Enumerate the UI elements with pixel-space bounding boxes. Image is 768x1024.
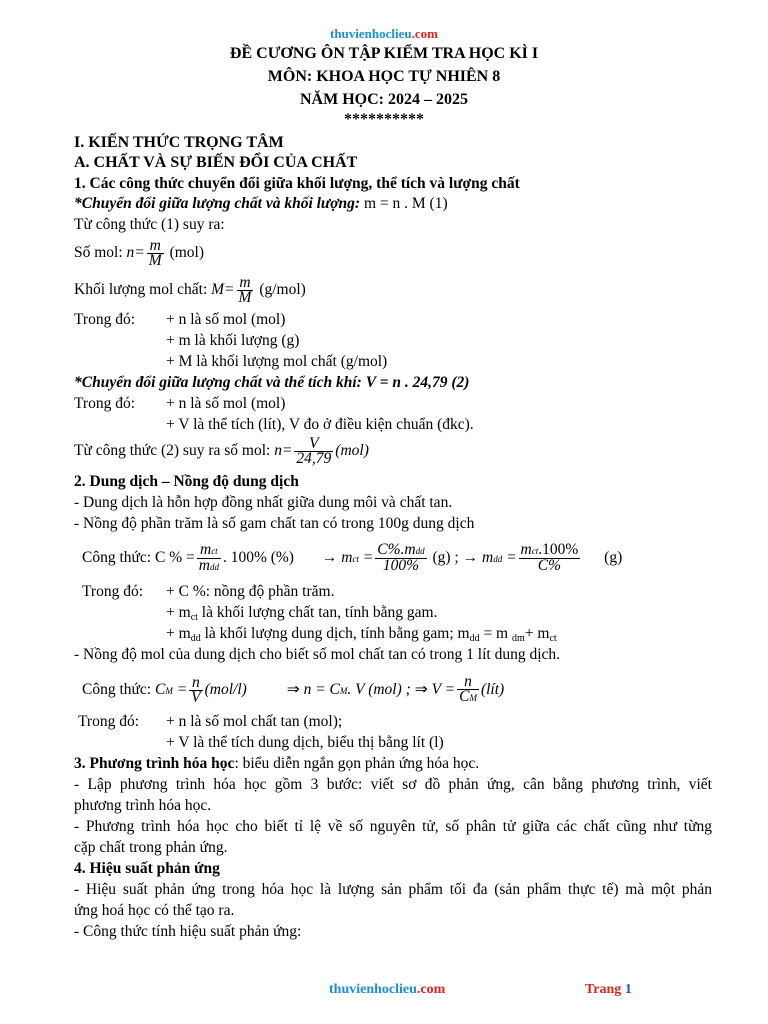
- definition-label: Trong đó:: [74, 311, 136, 328]
- paragraph-line: phương trình hóa học.: [74, 797, 212, 814]
- percent-formula: Công thức: C % = $\frac{\text{mct}}{\text{mdd}}$ . 100% (%) → mct = $\frac{\text{C\%.mdd}}{100\%}$ (g) ; → mdd = $\frac{\text{mct.100\%}}{C\%}$ (g): [82, 540, 623, 575]
- subsection-heading: A. CHẤT VÀ SỰ BIẾN ĐỔI CỦA CHẤT: [74, 154, 358, 171]
- definition-item: + n là số mol chất tan (mol);: [166, 713, 343, 730]
- paragraph-line: ứng hoá học có thể tạo ra.: [74, 902, 235, 919]
- text-line: - Nồng độ phần trăm là số gam chất tan có trong 100g dung dịch: [74, 515, 475, 532]
- text-line: Từ công thức (1) suy ra:: [74, 216, 225, 233]
- paragraph-line: cặp chất trong phản ứng.: [74, 839, 228, 856]
- definition-item: + V là thể tích dung dịch, biểu thị bằng lít (l): [166, 734, 444, 751]
- definition-item: + m là khối lượng (g): [166, 332, 300, 349]
- mol-formula: Số mol: n= $\frac{m}{M}$ (mol): [74, 236, 204, 269]
- doc-subject: MÔN: KHOA HỌC TỰ NHIÊN 8: [267, 68, 501, 85]
- watermark-bottom: thuvienhoclieu.com: [329, 982, 446, 997]
- heading-3: 3. Phương trình hóa học: biểu diễn ngắn gọn phản ứng hóa học.: [74, 755, 480, 772]
- doc-year: NĂM HỌC: 2024 – 2025: [300, 91, 468, 108]
- definition-label: Trong đó:: [82, 583, 144, 600]
- formula-1-line: *Chuyển đổi giữa lượng chất và khối lượng: m = n . M (1): [74, 195, 448, 212]
- text-line: - Dung dịch là hỗn hợp đồng nhất giữa dung môi và chất tan.: [74, 494, 453, 511]
- paragraph-line: - Hiệu suất phản ứng trong hóa học là lượng sản phẩm tối đa (sản phẩm thực tế) mà một phản: [74, 881, 712, 898]
- text-line: - Nồng độ mol của dung dịch cho biết số mol chất tan có trong 1 lít dung dịch.: [74, 646, 561, 663]
- doc-title: ĐỀ CƯƠNG ÔN TẬP KIỂM TRA HỌC KÌ I: [229, 45, 539, 62]
- mol-from-gas-formula: Từ công thức (2) suy ra số mol: n= $\frac{V}{24,79}$ (mol): [74, 434, 369, 467]
- page-number: Trang 1: [585, 982, 632, 997]
- molar-mass-formula: Khối lượng mol chất: M= $\frac{m}{M}$ (g/mol): [74, 273, 306, 306]
- section-heading: I. KIẾN THỨC TRỌNG TÂM: [74, 134, 284, 151]
- definition-item: + $m_{dd}$ là khối lượng dung dịch, tính bằng gam; $m_{dd} = m$ $_{dm}+ m_{ct}$: [166, 625, 557, 644]
- molarity-formula: Công thức: CM = $\frac{n}{V}$ (mol/l) ⇒ n = CM. V (mol) ; ⇒ V = $\frac{n}{CM}$ (lít): [82, 673, 505, 706]
- definition-item: + $m_{ct}$ là khối lượng chất tan, tính bằng gam.: [166, 604, 438, 623]
- definition-item: + n là số mol (mol): [166, 395, 286, 412]
- paragraph-line: - Công thức tính hiệu suất phản ứng:: [74, 923, 302, 940]
- heading-4: 4. Hiệu suất phản ứng: [74, 860, 220, 877]
- definition-item: + C %: nồng độ phần trăm.: [166, 583, 335, 600]
- definition-item: + V là thể tích (lít), V đo ở điều kiện chuẩn (đkc).: [166, 416, 474, 433]
- definition-label: Trong đó:: [74, 395, 136, 412]
- paragraph-line: - Phương trình hóa học cho biết tỉ lệ về số nguyên tử, số phân tử giữa các chất cũng như từng: [74, 818, 712, 835]
- definition-label: Trong đó:: [78, 713, 140, 730]
- gas-formula-line: *Chuyển đổi giữa lượng chất và thể tích khí: V = n . 24,79 (2): [74, 374, 470, 391]
- title-stars: **********: [344, 111, 424, 128]
- paragraph-line: - Lập phương trình hóa học gồm 3 bước: viết sơ đồ phản ứng, cân bằng phương trình, viết: [74, 776, 712, 793]
- heading-2: 2. Dung dịch – Nồng độ dung dịch: [74, 473, 299, 490]
- heading-1: 1. Các công thức chuyển đổi giữa khối lượng, thể tích và lượng chất: [74, 175, 520, 192]
- definition-item: + M là khối lượng mol chất (g/mol): [166, 353, 388, 370]
- definition-item: + n là số mol (mol): [166, 311, 286, 328]
- watermark-top: thuvienhoclieu.com: [330, 26, 438, 41]
